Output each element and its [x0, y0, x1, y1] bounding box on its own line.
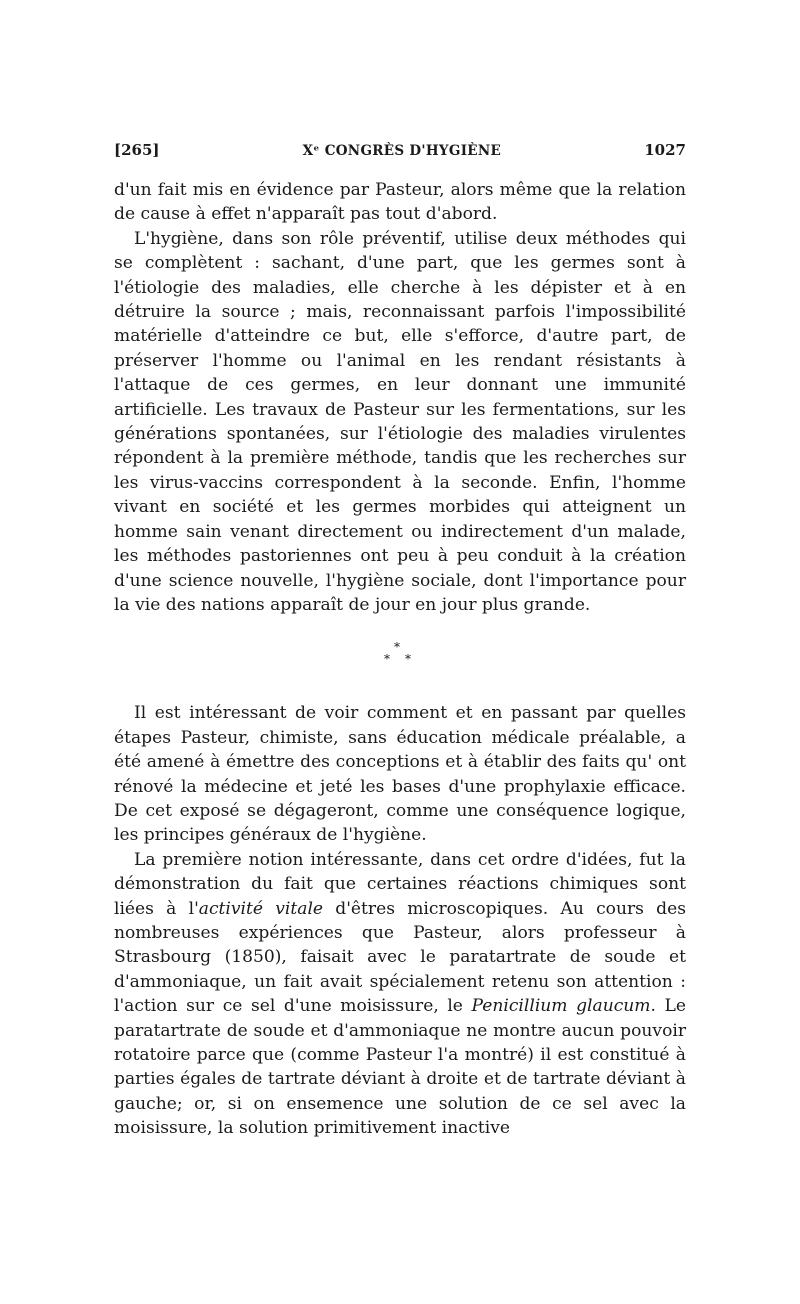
running-header: [114, 138, 686, 162]
paragraph-pasteur-stages: Il est intéressant de voir comment et en passant par quelles étapes Pasteur, chimiste, sans éducation médicale préalable, a été amené à émettre des conceptions et à établir des faits qu' ont rénové la médecine et jeté les bases d'une prophylaxie efficace. De cet exposé se dégageront, comme une conséquence logique, les principes généraux de l'hygiène.: [114, 703, 686, 846]
first-notion-text-3: . Le paratartrate de soude et d'ammoniaque ne montre aucun pouvoir rotatoire parce que (comme Pasteur l'a montré) il est constitué à parties égales de tartrate déviant à droite et de tartrate déviant à gauche; or, si on ensemence une solution de ce sel avec la moisissure, la solution primitivement inactive: [114, 996, 686, 1139]
paragraph-continued: d'un fait mis en évidence par Pasteur, alors même que la relation de cause à effet n'apparaît pas tout d'abord.: [114, 180, 686, 225]
book-page: [114, 138, 686, 1141]
italic-activite-vitale: activité vitale: [198, 898, 324, 919]
header-page-number: 1027: [644, 141, 686, 159]
paragraph-hygiene-methods: L'hygiène, dans son rôle préventif, utilise deux méthodes qui se complètent : sachant, d'une part, que les germes sont à l'étiologie des maladies, elle cherche à les dépister et à en détruire la source ; mais, reconnaissant parfois l'impossibilité matérielle d'atteindre ce but, elle s'efforce, d'autre part, de préserver l'homme ou l'animal en les rendant résistants à l'attaque de ces germes, en leur donnant une immunité artificielle. Les travaux de Pasteur sur les fermentations, sur les générations spontanées, sur l'étiologie des maladies virulentes répondent à la première méthode, tandis que les recherches sur les virus-vaccins correspondent à la seconde. Enfin, l'homme vivant en société et les germes morbides qui atteignent un homme sain venant directement ou indirectement d'un malade, les méthodes pastoriennes ont peu à peu conduit à la création d'une science nouvelle, l'hygiène sociale, dont l'importance pour la vie des nations apparaît de jour en jour plus grande.: [114, 228, 686, 615]
asterism-star-left: *: [384, 652, 390, 667]
first-notion-text-2: d'êtres microscopiques. Au cours des nombreuses expériences que Pasteur, alors professeur à Strasbourg (1850), faisait avec le paratartrate de soude et d'ammoniaque, un fait avait spécialement retenu son attention : l'action sur ce sel d'une moisissure, le: [114, 898, 686, 1017]
header-bracket-page-number: [265]: [114, 141, 160, 159]
asterism-star-right: *: [405, 652, 411, 667]
asterism-divider: [114, 631, 686, 699]
italic-penicillium-glaucum: Penicillium glaucum: [471, 996, 651, 1017]
asterism-star-top: *: [394, 640, 400, 655]
header-title: Xᵉ CONGRÈS D'HYGIÈNE: [302, 143, 502, 159]
first-notion-text-1: La première notion intéressante, dans cet ordre d'idées, fut la démonstration du fait que certaines réactions chimiques sont liées à l': [114, 849, 686, 919]
paragraph-first-notion: [114, 848, 686, 1141]
